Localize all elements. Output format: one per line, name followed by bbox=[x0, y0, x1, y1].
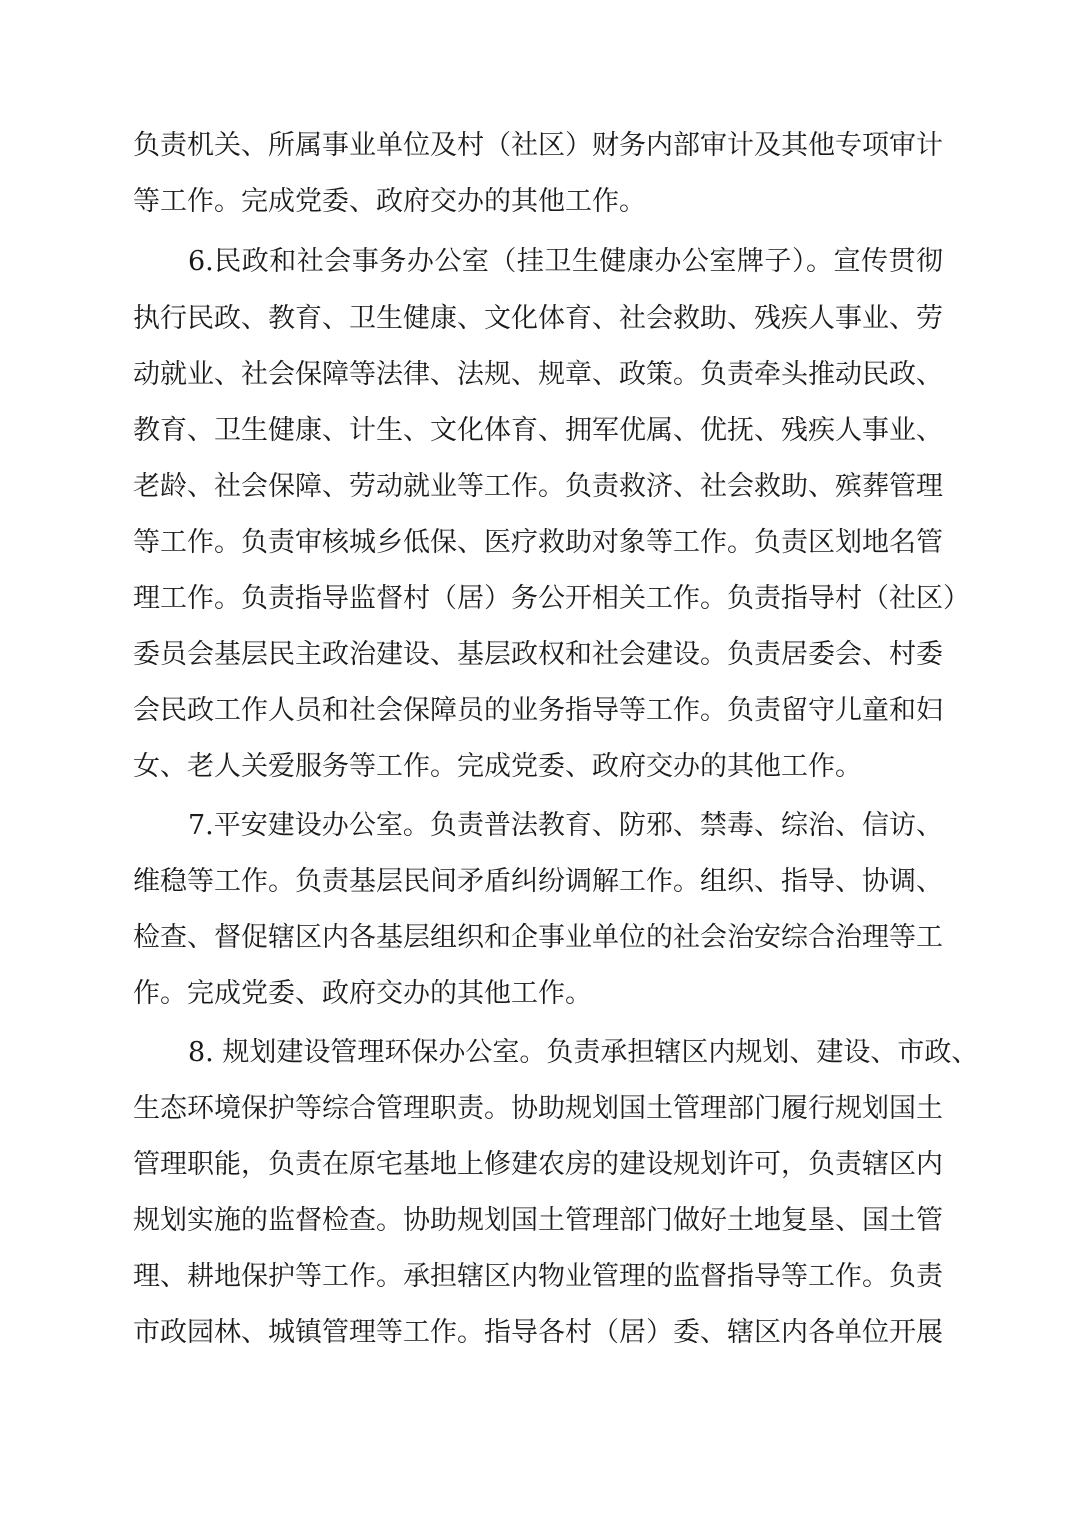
paragraph-heading-line: 6.民政和社会事务办公室（挂卫生健康办公室牌子）。宣传贯彻 bbox=[188, 246, 943, 277]
paragraph-heading-line: 8. 规划建设管理环保办公室。负责承担辖区内规划、建设、市政、 bbox=[188, 1037, 979, 1068]
text-line: 等工作。负责审核城乡低保、医疗救助对象等工作。负责区划地名管 bbox=[133, 527, 943, 558]
text-line: 管理职能，负责在原宅基地上修建农房的建设规划许可，负责辖区内 bbox=[133, 1149, 943, 1180]
paragraph-heading-line: 7.平安建设办公室。负责普法教育、防邪、禁毒、综治、信访、 bbox=[188, 810, 943, 841]
text-line: 等工作。完成党委、政府交办的其他工作。 bbox=[133, 186, 646, 217]
text-line: 检查、督促辖区内各基层组织和企事业单位的社会治安综合治理等工 bbox=[133, 922, 943, 953]
text-line: 动就业、社会保障等法律、法规、规章、政策。负责牵头推动民政、 bbox=[133, 359, 943, 390]
text-line: 委员会基层民主政治建设、基层政权和社会建设。负责居委会、村委 bbox=[133, 639, 943, 670]
text-line: 会民政工作人员和社会保障员的业务指导等工作。负责留守儿童和妇 bbox=[133, 695, 943, 726]
text-line: 执行民政、教育、卫生健康、文化体育、社会救助、残疾人事业、劳 bbox=[133, 303, 943, 334]
text-line: 作。完成党委、政府交办的其他工作。 bbox=[133, 978, 592, 1009]
text-line: 女、老人关爱服务等工作。完成党委、政府交办的其他工作。 bbox=[133, 751, 862, 782]
text-line: 理、耕地保护等工作。承担辖区内物业管理的监督指导等工作。负责 bbox=[133, 1261, 943, 1292]
text-line: 负责机关、所属事业单位及村（社区）财务内部审计及其他专项审计 bbox=[133, 130, 943, 161]
text-line: 维稳等工作。负责基层民间矛盾纠纷调解工作。组织、指导、协调、 bbox=[133, 866, 943, 897]
text-line: 教育、卫生健康、计生、文化体育、拥军优属、优抚、残疾人事业、 bbox=[133, 415, 943, 446]
text-line: 老龄、社会保障、劳动就业等工作。负责救济、社会救助、殡葬管理 bbox=[133, 471, 943, 502]
text-line: 理工作。负责指导监督村（居）务公开相关工作。负责指导村（社区） bbox=[133, 583, 970, 614]
text-line: 生态环境保护等综合管理职责。协助规划国土管理部门履行规划国土 bbox=[133, 1093, 943, 1124]
text-line: 规划实施的监督检查。协助规划国土管理部门做好土地复垦、国土管 bbox=[133, 1205, 943, 1236]
text-line: 市政园林、城镇管理等工作。指导各村（居）委、辖区内各单位开展 bbox=[133, 1317, 943, 1348]
